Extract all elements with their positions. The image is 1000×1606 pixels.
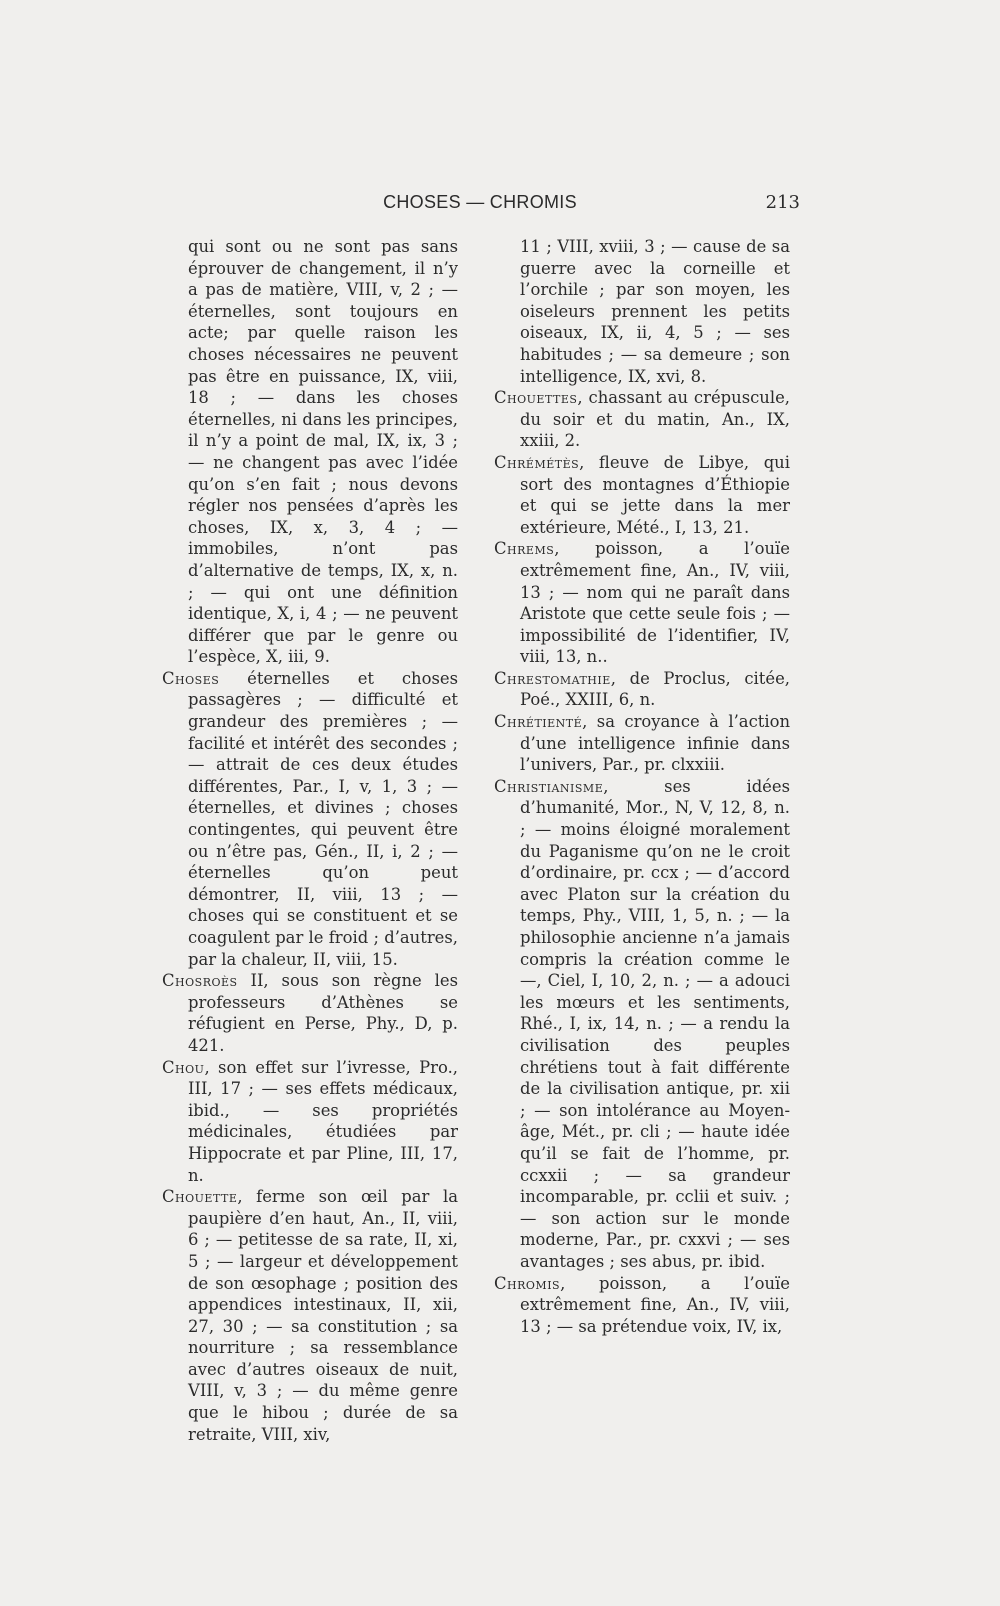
entry-text: , poisson, a l’ouïe extrêmement fine, An., IV, viii, 13 ; — nom qui ne paraît dans Aristote que cette seule fois ; — impossibilité de l’identifier, IV, viii, 13, n.. bbox=[520, 539, 790, 667]
index-entry bbox=[494, 1273, 790, 1338]
right-column bbox=[494, 236, 790, 1337]
entry-text: , poisson, a l’ouïe extrêmement fine, An., IV, viii, 13 ; — sa prétendue voix, IV, ix, bbox=[520, 1273, 790, 1336]
entry-headword: Chouette bbox=[162, 1187, 238, 1207]
entry-text: , son effet sur l’ivresse, Pro., III, 17 ; — ses effets médicaux, ibid., — ses propriétés médicinales, étudiées par Hippocrate et par Pline, III, 17, n. bbox=[188, 1057, 458, 1185]
index-entry bbox=[162, 668, 458, 970]
page-number: 213 bbox=[765, 192, 800, 213]
entry-text: , ferme son œil par la paupière d’en haut, An., II, viii, 6 ; — petitesse de sa rate, II, xi, 5 ; — largeur et développement de son œsophage ; position des appendices intestinaux, II, xii, 27, 30 ; — sa constitution ; sa nourriture ; sa ressemblance avec d’autres oiseaux de nuit, VIII, v, 3 ; — du même genre que le hibou ; durée de sa retraite, VIII, xiv, bbox=[188, 1187, 458, 1444]
entry-text: , chassant au crépuscule, du soir et du matin, An., IX, xxiii, 2. bbox=[520, 388, 790, 451]
entry-headword: Chromis bbox=[494, 1273, 561, 1293]
index-entry bbox=[162, 1057, 458, 1187]
entry-headword: Chouettes bbox=[494, 388, 578, 408]
entry-headword: Choses bbox=[162, 668, 220, 688]
entry-text: qui sont ou ne sont pas sans éprouver de changement, il n’y a pas de matière, VIII, v, 2 ; — éternelles, sont toujours en acte; par quelle raison les choses nécessaires ne peuvent pas être en puissance, IX, viii, 18 ; — dans les choses éternelles, ni dans les principes, il n’y a point de mal, IX, ix, 3 ; — ne changent pas avec l’idée qu’on s’en fait ; nous devons régler nos pensées d’après les choses, IX, x, 3, 4 ; — immobiles, n’ont pas d’alternative de temps, IX, x, n. ; — qui ont une définition identique, X, i, 4 ; — ne peuvent différer que par le genre ou l’espèce, X, iii, 9. bbox=[188, 237, 458, 667]
entry-headword: Chou bbox=[162, 1057, 205, 1077]
entry-headword: Chosroès bbox=[162, 971, 238, 991]
running-head bbox=[160, 192, 800, 216]
entry-headword: Chrétienté bbox=[494, 712, 583, 732]
index-entry bbox=[494, 711, 790, 776]
index-entry bbox=[162, 970, 458, 1056]
entry-headword: Chrems bbox=[494, 539, 555, 559]
entry-text: , sa croyance à l’action d’une intelligence infinie dans l’univers, Par., pr. clxxiii. bbox=[520, 712, 790, 775]
entry-text: , fleuve de Libye, qui sort des montagnes d’Éthiopie et qui se jette dans la mer extérieure, Mété., I, 13, 21. bbox=[520, 452, 790, 537]
entry-text: , de Proclus, citée, Poé., XXIII, 6, n. bbox=[520, 668, 790, 710]
index-entry bbox=[494, 387, 790, 452]
index-entry bbox=[494, 668, 790, 711]
entry-text: , ses idées d’humanité, Mor., N, V, 12, 8, n. ; — moins éloigné moralement du Paganisme qu’on ne le croit d’ordinaire, pr. ccx ; — d’accord avec Platon sur la création du temps, Phy., VIII, 1, 5, n. ; — la philosophie ancienne n’a jamais compris la création comme le —, Ciel, I, 10, 2, n. ; — a adouci les mœurs et les sentiments, Rhé., I, ix, 14, n. ; — a rendu la civilisation des peuples chrétiens tout à fait différente de la civilisation antique, pr. xii ; — son intolérance au Moyen-âge, Mét., pr. cli ; — haute idée qu’il se fait de l’homme, pr. ccxxii ; — sa grandeur incomparable, pr. cclii et suiv. ; — son action sur le monde moderne, Par., pr. cxxvi ; — ses avantages ; ses abus, pr. ibid. bbox=[520, 776, 790, 1271]
entry-headword: Chrestomathie bbox=[494, 668, 611, 688]
left-column bbox=[162, 236, 458, 1445]
index-entry bbox=[494, 776, 790, 1273]
entry-headword: Christianisme bbox=[494, 776, 604, 796]
entry-text: II, sous son règne les professeurs d’Athènes se réfugient en Perse, Phy., D, p. 421. bbox=[188, 971, 458, 1055]
entry-text: 11 ; VIII, xviii, 3 ; — cause de sa guerre avec la corneille et l’orchile ; par son moyen, les oiseleurs prennent les petits oiseaux, IX, ii, 4, 5 ; — ses habitudes ; — sa demeure ; son intelligence, IX, xvi, 8. bbox=[520, 237, 790, 386]
index-entry bbox=[494, 452, 790, 538]
entry-headword: Chrémétès bbox=[494, 452, 580, 472]
running-title: CHOSES — CHROMIS bbox=[383, 192, 577, 212]
index-entry bbox=[494, 236, 790, 387]
index-entry bbox=[162, 236, 458, 668]
entry-text: éternelles et choses passagères ; — difficulté et grandeur des premières ; — facilité et intérêt des secondes ; — attrait de ces deux études différentes, Par., I, v, 1, 3 ; — éternelles, et divines ; choses contingentes, qui peuvent être ou n’être pas, Gén., II, i, 2 ; — éternelles qu’on peut démontrer, II, viii, 13 ; — choses qui se constituent et se coagulent par le froid ; d’autres, par la chaleur, II, viii, 15. bbox=[188, 668, 458, 969]
index-entry bbox=[494, 538, 790, 668]
index-entry bbox=[162, 1186, 458, 1445]
